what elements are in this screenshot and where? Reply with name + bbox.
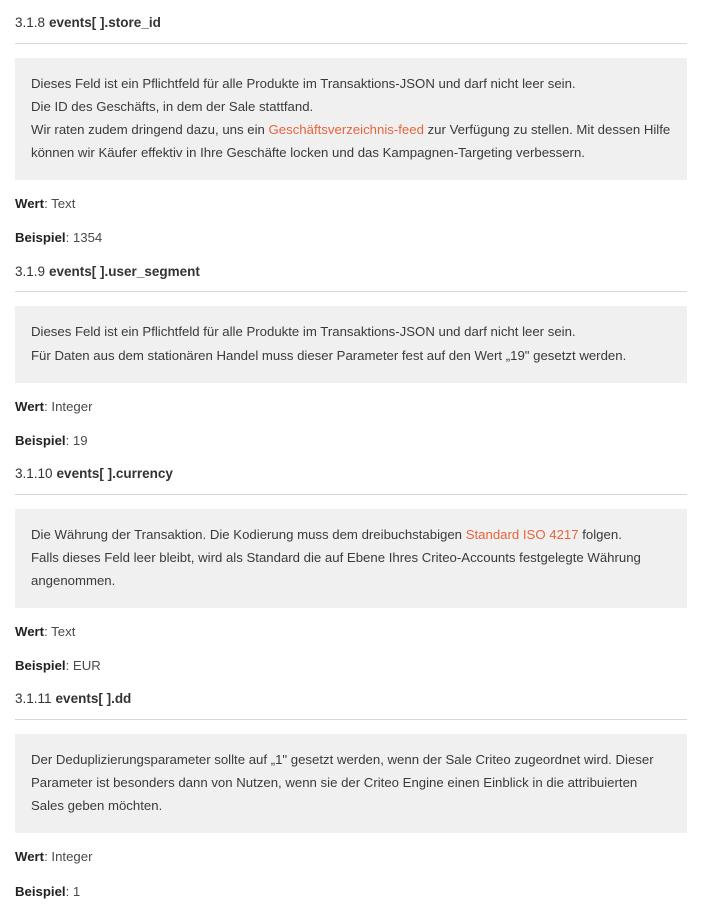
field-value: Text: [51, 196, 76, 212]
note-text-before: Wir raten zudem dringend dazu, uns ein: [31, 122, 269, 138]
section-path: events[ ].user_segment: [49, 263, 200, 279]
iso-4217-standard-link[interactable]: Standard ISO 4217: [465, 526, 579, 542]
field-row: [15, 180, 687, 214]
section-path: events[ ].store_id: [49, 15, 161, 30]
store-directory-feed-link[interactable]: Geschäftsverzeichnis-feed: [268, 122, 424, 138]
section-note: [15, 306, 687, 382]
field-row: [15, 642, 687, 676]
field-row: [15, 214, 687, 248]
field-separator: :: [65, 883, 73, 899]
field-value: EUR: [72, 658, 101, 674]
field-separator: :: [44, 196, 52, 212]
field-label: Beispiel: [15, 883, 66, 899]
field-row: [15, 833, 687, 867]
divider: [15, 43, 687, 44]
doc-section-3-1-8: [15, 0, 687, 249]
field-row: [15, 417, 687, 451]
field-separator: :: [65, 432, 73, 448]
section-note: [15, 734, 687, 833]
doc-section-3-1-9: [15, 249, 687, 451]
note-line: Dieses Feld ist ein Pflichtfeld für alle Produkte im Transaktions-JSON und darf nicht leer sein.: [31, 75, 576, 91]
divider: [15, 291, 687, 292]
field-label: Beispiel: [15, 432, 66, 448]
divider: [15, 719, 687, 720]
field-value: 1: [72, 883, 81, 899]
section-heading: [15, 676, 687, 719]
section-fields: [15, 833, 687, 901]
section-number: 3.1.9: [15, 263, 46, 279]
note-line: Für Daten aus dem stationären Handel muss dieser Parameter fest auf den Wert „19" gesetzt werden.: [31, 347, 627, 363]
section-note: [15, 509, 687, 608]
divider: [15, 494, 687, 495]
field-separator: :: [44, 398, 52, 414]
section-heading: [15, 249, 687, 292]
field-row: [15, 868, 687, 902]
field-label: Beispiel: [15, 230, 66, 246]
doc-section-3-1-10: [15, 451, 687, 676]
field-label: Beispiel: [15, 658, 66, 674]
section-number: 3.1.11: [15, 691, 52, 707]
field-label: Wert: [15, 624, 45, 640]
field-separator: :: [44, 624, 52, 640]
section-note: [15, 58, 687, 180]
section-path: events[ ].currency: [56, 465, 173, 481]
note-text-after: zur Verfügung zu stellen. Mit dessen Hilfe können wir Käufer effektiv in Ihre Geschäfte locken und das Kampagnen-Targeting verbessern.: [31, 122, 671, 161]
field-row: [15, 608, 687, 642]
field-separator: :: [44, 849, 52, 865]
section-fields: [15, 608, 687, 676]
section-fields: [15, 383, 687, 451]
note-line: Der Deduplizierungsparameter sollte auf „1" gesetzt werden, wenn der Sale Criteo zugeordnet wird. Dieser Parameter ist besonders dann von Nutzen, wenn sie der Criteo Engine einen Einblick in die attribuierten Sales geben möchten.: [31, 752, 654, 814]
field-label: Wert: [15, 849, 45, 865]
field-value: Integer: [51, 849, 93, 865]
section-number: 3.1.8: [15, 15, 46, 30]
note-text-after: folgen.: [578, 526, 622, 542]
section-path: events[ ].dd: [55, 691, 132, 707]
field-separator: :: [65, 658, 73, 674]
field-label: Wert: [15, 398, 45, 414]
field-value: 1354: [72, 230, 103, 246]
note-line-rich: [31, 523, 671, 546]
section-heading: [15, 451, 687, 494]
field-row: [15, 383, 687, 417]
doc-section-3-1-11: [15, 676, 687, 901]
section-heading: [15, 0, 687, 43]
note-text-before: Die Währung der Transaktion. Die Kodierung muss dem dreibuchstabigen: [31, 526, 466, 542]
note-line: Dieses Feld ist ein Pflichtfeld für alle Produkte im Transaktions-JSON und darf nicht leer sein.: [31, 324, 576, 340]
field-value: Text: [51, 624, 76, 640]
note-line: Falls dieses Feld leer bleibt, wird als Standard die auf Ebene Ihres Criteo-Accounts festgelegte Währung angenommen.: [31, 549, 641, 588]
section-number: 3.1.10: [15, 465, 53, 481]
section-fields: [15, 180, 687, 248]
field-value: 19: [72, 432, 88, 448]
note-line-rich: [31, 118, 671, 164]
note-line: Die ID des Geschäfts, in dem der Sale stattfand.: [31, 98, 314, 114]
field-label: Wert: [15, 196, 45, 212]
field-value: Integer: [51, 398, 93, 414]
field-separator: :: [65, 230, 73, 246]
